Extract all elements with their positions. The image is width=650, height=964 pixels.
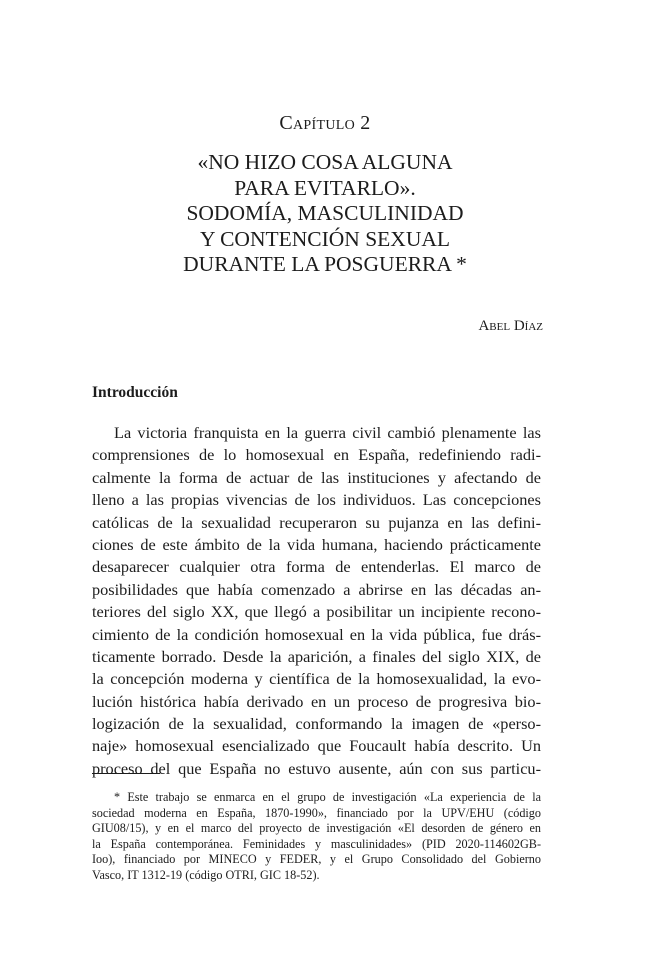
body-line: posibilidades que había comenzado a abrirse en las décadas an- (92, 579, 541, 599)
body-line: calmente la forma de actuar de las instituciones y afectando de (92, 467, 541, 487)
body-line: ticamente borrado. Desde la aparición, a finales del siglo XIX, de (92, 646, 541, 666)
chapter-title-line: DURANTE LA POSGUERRA * (183, 252, 467, 276)
footnote (92, 790, 541, 884)
footnote-divider (92, 773, 160, 774)
chapter-title-line: PARA EVITARLO». (234, 175, 416, 200)
body-line: naje» homosexual esencializado que Foucault había descrito. Un (92, 736, 541, 756)
chapter-title-line: Y CONTENCIÓN SEXUAL (199, 226, 451, 251)
section-heading: Introducción (92, 384, 178, 401)
body-line: católicas de la sexualidad recuperaron su pujanza en las defini- (92, 512, 541, 532)
body-line: lleno a las propias vivencias de los individuos. Las concepciones (92, 490, 541, 510)
chapter-title-line: «NO HIZO COSA ALGUNA (197, 150, 453, 174)
footnote-line: * Este trabajo se enmarca en el grupo de investigación «La experiencia de la (114, 790, 541, 804)
body-line: La victoria franquista en la guerra civil cambió plenamente las (114, 423, 541, 442)
body-line: proceso del que España no estuvo ausente, aún con sus particu- (92, 758, 541, 778)
body-paragraph (92, 422, 541, 780)
body-line: ciones de este ámbito de la vida humana, haciendo prácticamente (92, 534, 541, 554)
body-line: teriores del siglo XX, que llegó a posibilitar un incipiente recono- (92, 602, 541, 622)
footnote-line: sociedad moderna en España, 1870-1990», financiado por la UPV/EHU (código (92, 805, 541, 820)
chapter-title-line: SODOMÍA, MASCULINIDAD (186, 201, 464, 225)
body-line: desaparecer cualquier otra forma de entenderlas. El marco de (92, 557, 541, 577)
body-line: la concepción moderna y científica de la homosexualidad, la evo- (92, 669, 541, 689)
chapter-label: Capítulo 2 (279, 112, 371, 134)
author-name: Abel Díaz (478, 318, 543, 334)
footnote-line: Ioo), financiado por MINECO y FEDER, y el Grupo Consolidado del Gobierno (92, 852, 541, 867)
body-line: cimiento de la condición homosexual en la vida pública, fue drás- (92, 624, 541, 644)
body-line: comprensiones de lo homosexual en España, redefiniendo radi- (92, 445, 541, 465)
footnote-line: la España contemporánea. Feminidades y masculinidades» (PID 2020-114602GB- (92, 836, 541, 851)
body-line: lución histórica había derivado en un proceso de progresiva bio- (92, 691, 541, 711)
footnote-line: GIU08/15), y en el marco del proyecto de investigación «El desorden de género en (92, 821, 541, 836)
chapter-title (120, 150, 530, 278)
body-line: logización de la sexualidad, conformando la imagen de «perso- (92, 714, 541, 734)
footnote-line: Vasco, IT 1312-19 (código OTRI, GIC 18-52). (92, 867, 320, 882)
